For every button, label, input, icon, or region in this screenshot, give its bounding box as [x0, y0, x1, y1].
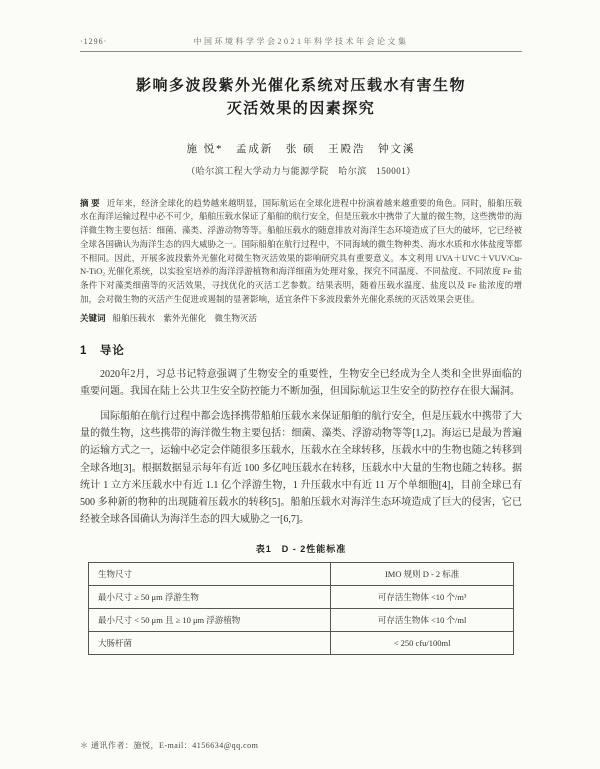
- intro-paragraph-1: 2020年2月，习总书记特意强调了生物安全的重要性，生物安全已经成为全人类和全世界面临的重要问题。我国在陆上公共卫生安全防控能力不断加强，但国际航运卫生安全的防控存在很大漏洞。: [80, 368, 522, 397]
- keywords-text: 船舶压载水 紫外光催化 微生物灭活: [112, 312, 258, 323]
- paper-title-line1: 影响多波段紫外光催化系统对压载水有害生物: [135, 77, 466, 94]
- table-row: [89, 609, 514, 632]
- header-rule: [80, 51, 522, 52]
- corresponding-author-footnote: ＊ 通讯作者：施悦，E-mail：4156634@qq.com: [80, 741, 259, 750]
- table-row: [89, 586, 514, 609]
- authors-line: 施 悦* 孟成新 张 硕 王殿浩 钟文溪: [186, 143, 416, 155]
- table-cell: 最小尺寸 ≥ 50 μm 浮游生物: [89, 586, 331, 609]
- proceedings-title: 中国环境科学学会2021年科学技术年会论文集: [193, 37, 409, 46]
- table-cell: 大肠杆菌: [89, 632, 331, 655]
- intro-paragraph-2: 国际船舶在航行过程中都会选择携带船舶压载水来保证船舶的航行安全，但是压载水中携带了大量的微生物，这些携带的海洋微生物主要包括：细菌、藻类、浮游动物等等[1,2]。海运已是最为普遍的运输方式之一，运输中必定会伴随很多压载水，压载水在全球转移，压载水中的生物也随之转移到全球各地[3]。根据数据显示每年有近 100 多亿吨压载水在转移，压载水中大量的生物也随之转移。据统计 1 立方米压载水中有近 1.1 亿个浮游生物，1 升压载水中有近 11 万个单细胞[4]，目前全球已有 500 多种新的物种的出现随着压载水的转移[5]。船舶压载水对海洋生态环境造成了巨大的侵害，它已经被全球各国确认为海洋生态的四大威胁之一[6,7]。: [80, 411, 522, 526]
- table1-d2-standard: [88, 562, 514, 655]
- keywords-block: [80, 312, 522, 324]
- paper-title-line2: 灭活效果的因素探究: [226, 100, 376, 118]
- table-header-cell: IMO 规则 D - 2 标准: [331, 563, 514, 586]
- table1-caption: 表1 D - 2性能标准: [255, 544, 347, 555]
- table-cell: < 250 cfu/100ml: [331, 632, 514, 655]
- section-heading-introduction: 1 导论: [80, 344, 125, 357]
- abstract-text: 近年来，经济全球化的趋势越来越明显，国际航运在全球化进程中扮演着越来越重要的角色。同时，船舶压载水在海洋运输过程中必不可少，船舶压载水保证了船舶的航行安全，但是压载水中携带了大量的微生物，这些携带的海洋微生物主要包括：细菌、藻类、浮游动物等等。船舶压载水的随意排放对海洋生态环境造成了巨大的破坏，它已经被全球各国确认为海洋生态的四大威胁之一。国际船舶在航行过程中，不同海域的微生物种类、海水水质和水体盐度等都不相同。因此，开展多波段紫外光催化对微生物灭活效果的影响研究具有重要意义。本文利用 UVA＋UVC＋VUV/Cu-N-TiO₂ 光催化系统，以实验室培养的海洋浮游植物和海洋细菌为处理对象，探究不同温度、不同盐度、不同浓度 Fe 盐条件下对藻类细菌等的灭活效果，寻找优化的灭活工艺参数。结果表明，随着压载水温度、盐度以及 Fe 盐浓度的增加，会对微生物的灭活产生促进或遏制的显著影响，适宜条件下多波段紫外光催化系统的灭活效果会更佳。: [80, 197, 523, 304]
- table-row: [89, 563, 514, 586]
- paper-title: [80, 74, 522, 121]
- table-cell: 可存活生物体 <10 个/ml: [331, 609, 514, 632]
- abstract-block: [80, 197, 522, 307]
- table-cell: 最小尺寸 < 50 μm 且 ≥ 10 μm 浮游植物: [89, 609, 331, 632]
- affiliation-line: （哈尔滨工程大学动力与能源学院 哈尔滨 150001）: [186, 165, 416, 176]
- table-header-cell: 生物尺寸: [89, 563, 331, 586]
- table-row: [89, 632, 514, 655]
- running-header: [80, 36, 522, 47]
- keywords-label: 关键词: [80, 312, 106, 323]
- page-number: ·1296·: [80, 37, 108, 46]
- abstract-label: 摘 要: [80, 197, 100, 208]
- table-cell: 可存活生物体 <10 个/m³: [331, 586, 514, 609]
